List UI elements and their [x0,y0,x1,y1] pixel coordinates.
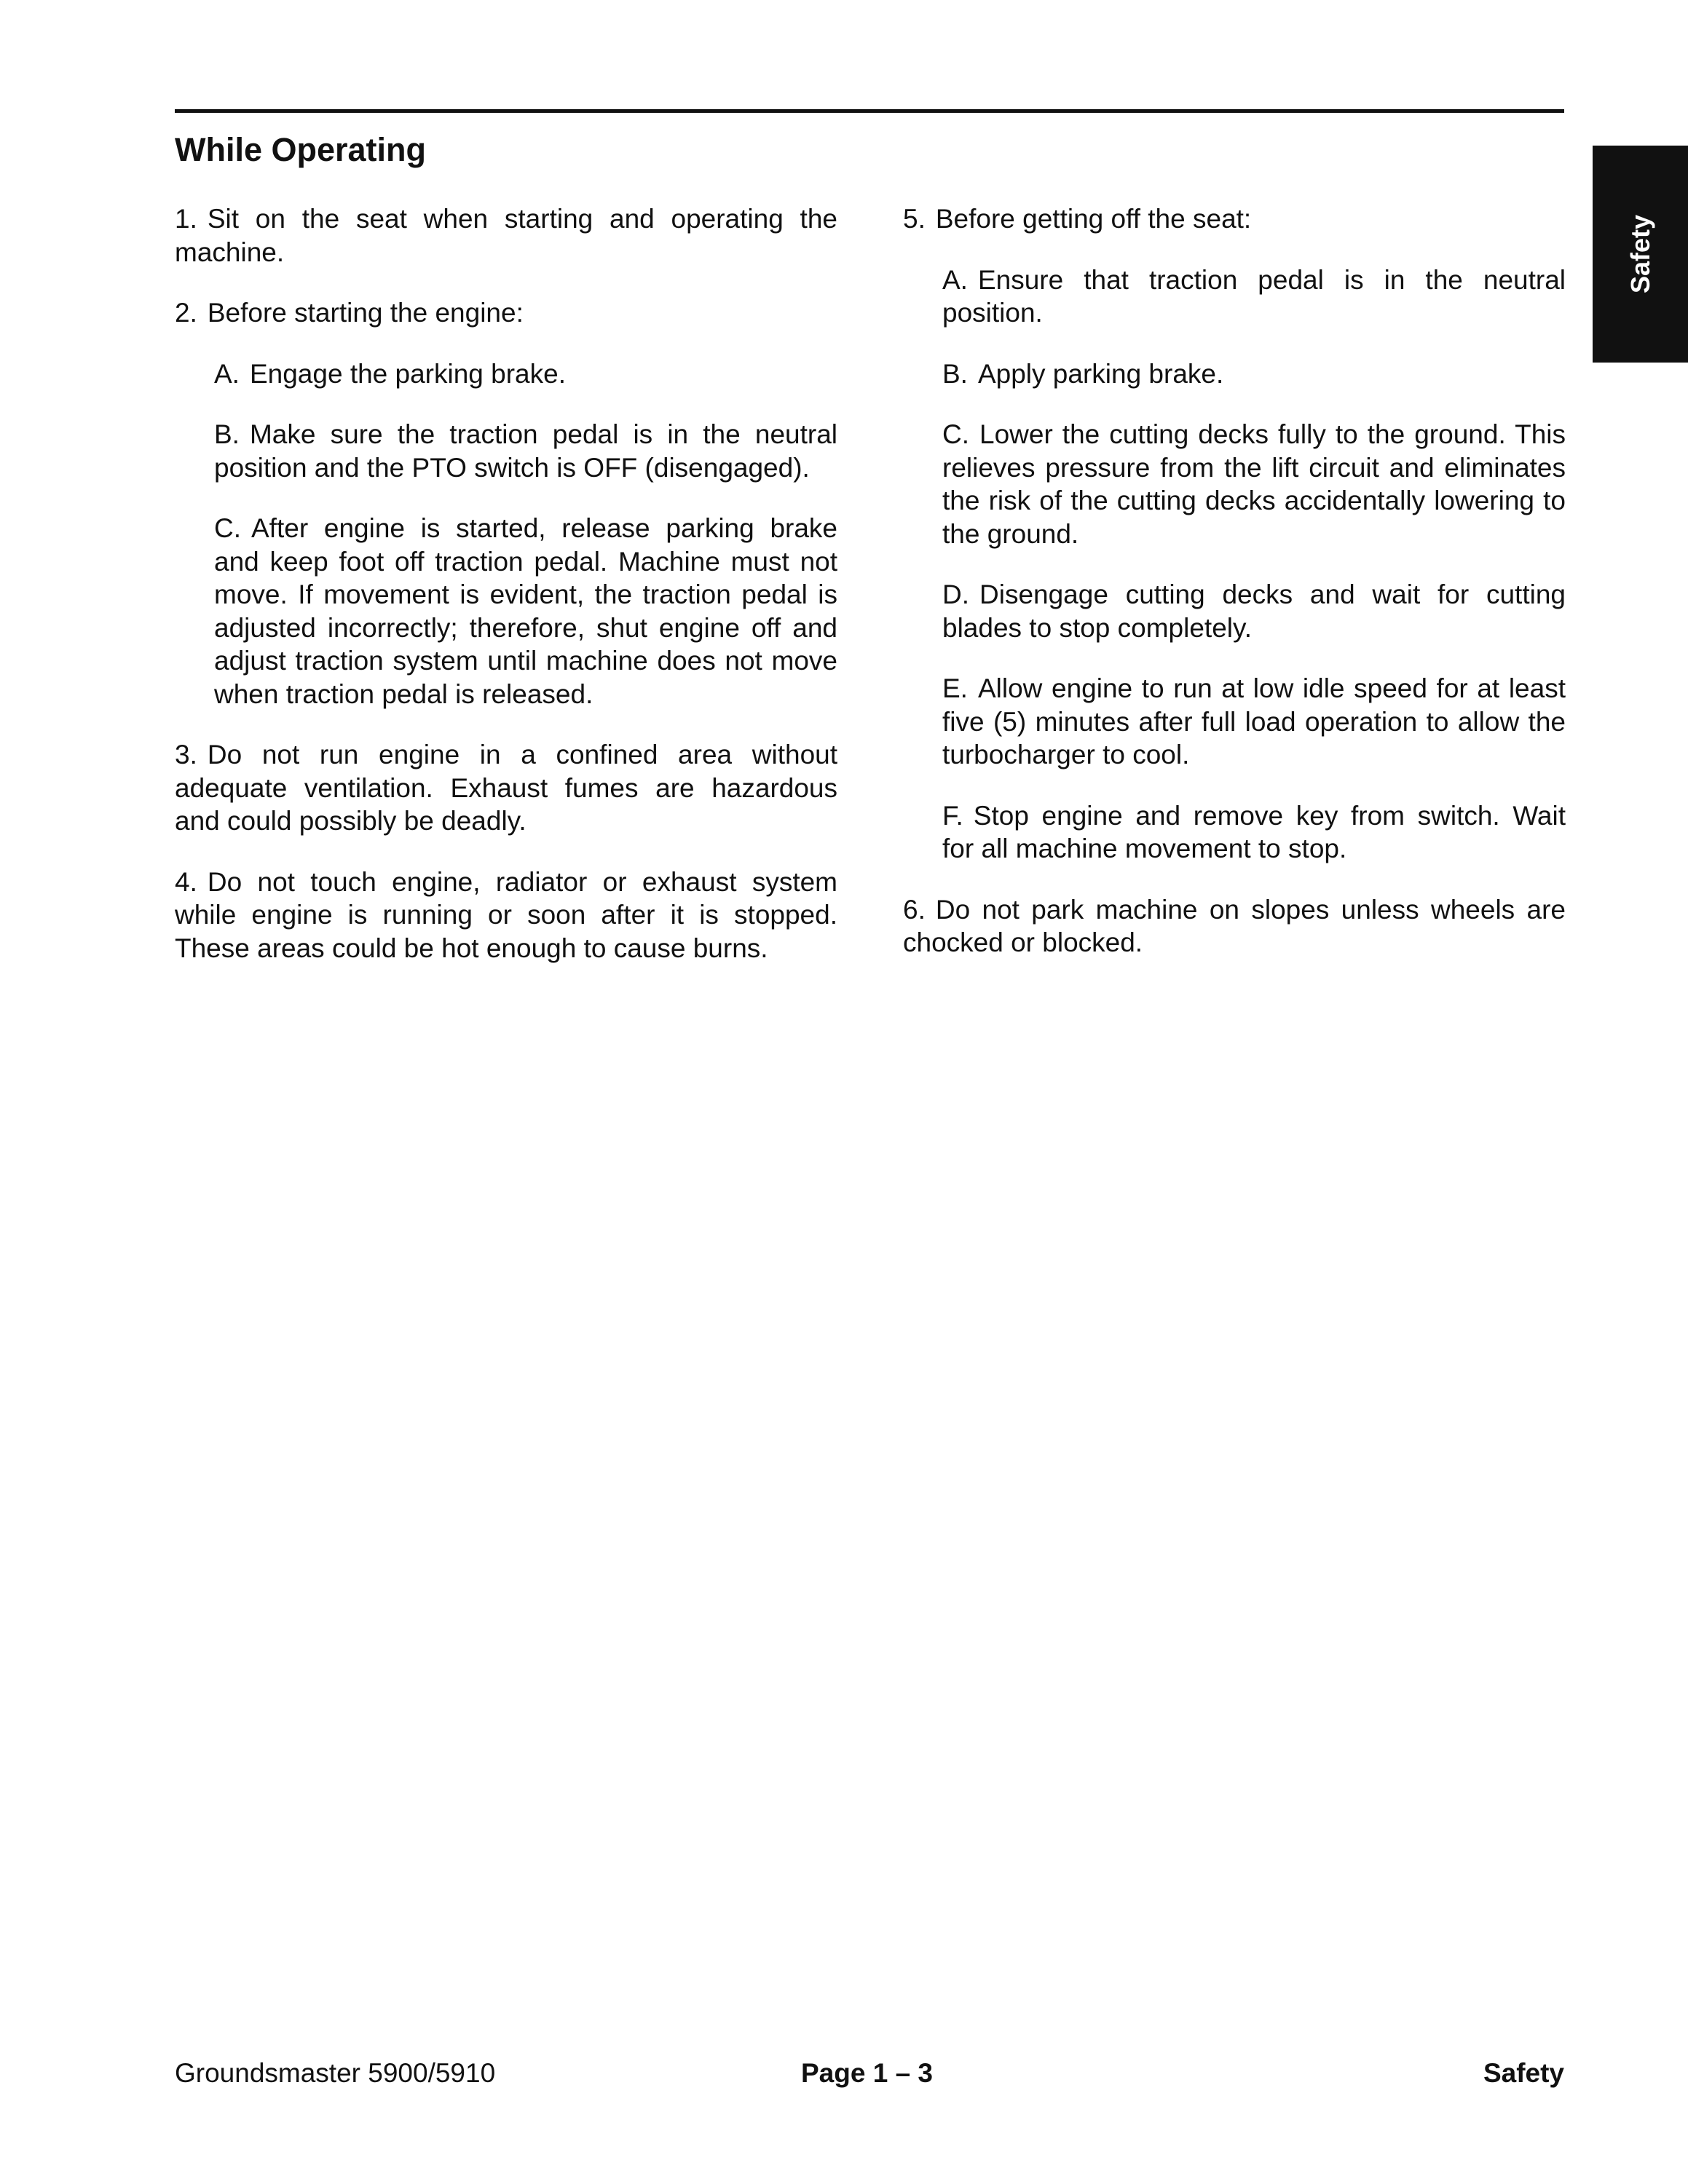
top-rule [175,109,1564,113]
list-item-6: 6. Do not park machine on slopes unless wheels are chocked or blocked. [903,894,1566,957]
list-item-3: 3. Do not run engine in a confined area without adequate ventilation. Exhaust fumes are hazardous and could possibly be deadly. [175,740,837,836]
right-column [903,202,1566,987]
list-item-2a: A. Engage the parking brake. [214,358,566,389]
list-item-5: 5. Before getting off the seat: [903,204,1252,234]
list-item-2: 2. Before starting the engine: [175,298,524,328]
list-item-5a: A. Ensure that traction pedal is in the neutral position. [942,264,1566,328]
list-item-5d: D. Disengage cutting decks and wait for cutting blades to stop completely. [942,579,1566,643]
footer-page-number: Page 1 – 3 [801,2058,934,2088]
list-item-2b: B. Make sure the traction pedal is in the neutral position and the PTO switch is OFF (disengaged). [214,419,837,483]
list-item-5c: C. Lower the cutting decks fully to the ground. This relieves pressure from the lift circuit and eliminates the risk of the cutting decks accidentally lowering to the ground. [942,419,1566,549]
side-tab-label: Safety [1625,214,1655,294]
list-item-2c: C. After engine is started, release parking brake and keep foot off traction pedal. Machine must not move. If movement is evident, the traction pedal is adjusted incorrectly; therefore, shut engine off and adjust traction system until machine does not move when traction pedal is released. [214,513,837,709]
side-tab [1593,146,1688,363]
footer-manual-title: Groundsmaster 5900/5910 [175,2058,496,2088]
list-item-4: 4. Do not touch engine, radiator or exhaust system while engine is running or soon after it is stopped. These areas could be hot enough to cause burns. [175,866,837,963]
list-item-5b: B. Apply parking brake. [942,358,1224,389]
footer-section-name: Safety [1483,2058,1564,2088]
list-item-1: 1. Sit on the seat when starting and operating the machine. [175,204,837,267]
section-title: While Operating [175,131,427,168]
list-item-5f: F. Stop engine and remove key from switch. Wait for all machine movement to stop. [942,800,1566,863]
left-column [175,202,837,992]
list-item-5e: E. Allow engine to run at low idle speed for at least five (5) minutes after full load operation to allow the turbocharger to cool. [942,673,1566,769]
